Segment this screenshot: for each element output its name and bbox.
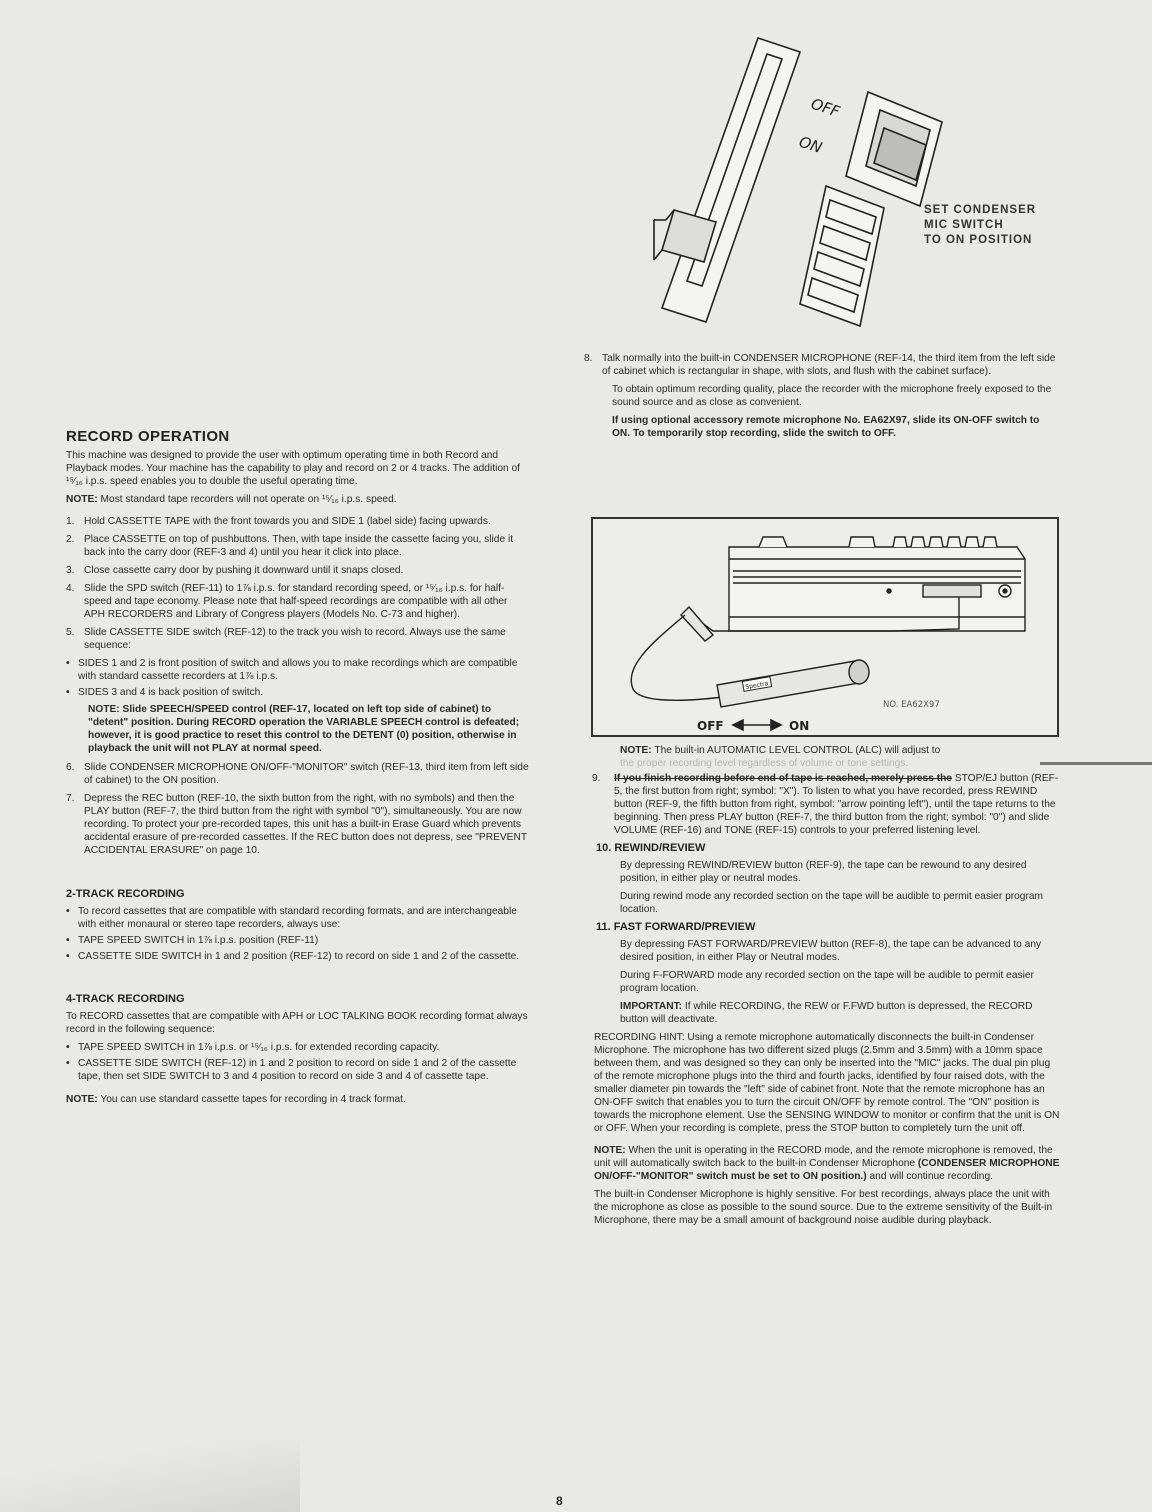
step-number: 5. bbox=[66, 627, 75, 638]
step-text: Slide CONDENSER MICROPHONE ON/OFF-"MONITOR" switch (REF-13, third item from left side of cabinet) to the ON position. bbox=[84, 762, 529, 786]
important-label: IMPORTANT: bbox=[620, 1001, 683, 1012]
four-track-intro: To RECORD cassettes that are compatible with APH or LOC TALKING BOOK recording format always record in the following sequence: bbox=[66, 1011, 528, 1035]
step-text: Place CASSETTE on top of pushbuttons. Then, with tape inside the cassette facing you, slide it back into the carry door (REF-3 and 4) until you hear it click into place. bbox=[84, 534, 514, 558]
step-number: 2. bbox=[66, 534, 75, 545]
double-arrow-icon bbox=[733, 720, 781, 730]
step-number: 4. bbox=[66, 583, 75, 594]
step-item bbox=[66, 533, 530, 559]
rewind-review-heading: 10. REWIND/REVIEW bbox=[596, 842, 706, 854]
alc-faint-text: the proper recording level regardless of volume or tone settings. bbox=[620, 758, 909, 769]
step-number: 7. bbox=[66, 793, 75, 804]
step-item bbox=[66, 761, 530, 787]
remote-removed-note bbox=[584, 1144, 1060, 1183]
right-column-continued bbox=[620, 744, 1060, 775]
important-text: If while RECORDING, the REW or F.FWD button is depressed, the RECORD button will deactivate. bbox=[620, 1001, 1033, 1025]
step-text-struck: If you finish recording before end of tape is reached, merely press the bbox=[614, 773, 952, 784]
four-track-bullets bbox=[66, 1041, 530, 1083]
step-item bbox=[66, 626, 530, 652]
sides-bullets bbox=[66, 657, 530, 699]
recording-hint bbox=[584, 1031, 1060, 1135]
remote-microphone bbox=[717, 660, 869, 707]
four-track-heading: 4-TRACK RECORDING bbox=[66, 993, 185, 1005]
step-number: 1. bbox=[66, 516, 75, 527]
hint-label: RECORDING HINT: bbox=[594, 1032, 685, 1043]
rewind-paragraph: By depressing REWIND/REVIEW button (REF-9), the tape can be rewound to any desired position, in either play or neutral modes. bbox=[620, 860, 1027, 884]
step-text: Depress the REC button (REF-10, the sixth button from the right, with no symbols) and then the PLAY button (REF-7, the third button from the right with symbol "0"), simultaneously. You are now recording. To protect your pre-recorded tapes, this unit has a built-in Erase Guard which prevents accidental erasure of pre-recorded cassettes. If the REC button does not depress, see "PREVENT ACCIDENTAL ERASURE" on page 10. bbox=[84, 793, 527, 856]
sensitivity-paragraph: The built-in Condenser Microphone is highly sensitive. For best recordings, always place the unit with the microphone as close as possible to the sound source. Due to the extreme sensitivity of the Built-in Microphone, there may be a small amount of background noise audible during playback. bbox=[594, 1189, 1053, 1226]
important-note bbox=[584, 1000, 1060, 1026]
recorder-body bbox=[729, 537, 1025, 631]
caption-line: MIC SWITCH bbox=[924, 219, 1004, 231]
fast-forward-heading: 11. FAST FORWARD/PREVIEW bbox=[596, 921, 756, 933]
two-track-bullets bbox=[66, 905, 530, 963]
mic-grille bbox=[800, 186, 884, 326]
bullet-item: • TAPE SPEED SWITCH in 1⅞ i.p.s. position (REF-11) bbox=[66, 934, 530, 947]
record-steps-continued bbox=[66, 761, 530, 857]
step-9 bbox=[584, 772, 1060, 837]
rewind-paragraph: During rewind mode any recorded section on the tape will be audible to permit easier program location. bbox=[620, 891, 1044, 915]
step-text: Slide CASSETTE SIDE switch (REF-12) to the track you wish to record. Always use the same sequence: bbox=[84, 627, 506, 651]
caption-line: TO ON POSITION bbox=[924, 234, 1033, 246]
bullet-item: • SIDES 1 and 2 is front position of switch and allows you to make recordings which are compatible with standard cassette recorders at 1⅞ i.p.s. bbox=[66, 657, 530, 683]
step-number: 6. bbox=[66, 762, 75, 773]
note-speech-speed bbox=[66, 703, 530, 755]
step-text: Close cassette carry door by pushing it downward until it snaps closed. bbox=[84, 565, 404, 576]
step-8 bbox=[584, 352, 1060, 378]
right-column-steps bbox=[584, 772, 1060, 1232]
switch-plate bbox=[846, 92, 942, 206]
note-text: Most standard tape recorders will not operate on ¹⁵⁄₁₆ i.p.s. speed. bbox=[100, 494, 397, 505]
slider-panel bbox=[654, 38, 800, 322]
step-8-quality: To obtain optimum recording quality, place the recorder with the microphone freely exposed to the sound source and as close as convenient. bbox=[612, 384, 1052, 408]
note-label: NOTE: bbox=[594, 1145, 626, 1156]
step-text: Hold CASSETTE TAPE with the front towards you and SIDE 1 (label side) facing upwards. bbox=[84, 516, 491, 527]
model-label: NO. EA62X97 bbox=[883, 700, 940, 710]
note-text: and will continue recording. bbox=[869, 1171, 993, 1182]
step-item bbox=[66, 792, 530, 857]
step-number: 3. bbox=[66, 565, 75, 576]
bullet-item: • TAPE SPEED SWITCH in 1⅞ i.p.s. or ¹⁵⁄₁₆ i.p.s. for extended recording capacity. bbox=[66, 1041, 530, 1054]
hint-text: Using a remote microphone automatically disconnects the built-in Condenser Microphone. The microphone has two different sized plugs (2.5mm and 3.5mm) with a 10mm space between them, and was designed so they can only be inserted into the "MIC" jacks. The dual pin plug of the remote microphone plugs into the third and fourth jacks, identified by four raised dots, with the smaller diameter pin towards the "left" side of cabinet front. Note that the remote microphone has an ON-OFF switch that enables you to turn the circuit ON/OFF by remote control. The "ON" position is towards the microphone element. Use the SENSING WINDOW to monitor or confirm that the unit is ON or OFF. When your recording is complete, press the STOP button to completely turn the unit off. bbox=[594, 1032, 1060, 1134]
step-item bbox=[584, 352, 1060, 378]
note-label: NOTE: bbox=[66, 494, 98, 505]
bullet-item: • CASSETTE SIDE SWITCH in 1 and 2 position (REF-12) to record on side 1 and 2 of the cassette. bbox=[66, 950, 530, 963]
bullet-item: • CASSETTE SIDE SWITCH (REF-12) in 1 and 2 position to record on side 1 and 2 of the cassette tape, then set SIDE SWITCH to 3 and 4 position to record on side 3 and 4 of cassette tape. bbox=[66, 1057, 530, 1083]
record-steps bbox=[66, 515, 530, 652]
step-text: STOP/EJ button (REF-5, the first button from right; symbol: "X"). To listen to what you have recorded, press REWIND button (REF-9, the fifth button from right, symbol: "arrow pointing left"), until the tape returns to the beginning. Then press PLAY button (REF-7, the third button from the right; symbol: "0") and slide VOLUME (REF-16) and TONE (REF-15) controls to your preferred listening level. bbox=[614, 773, 1059, 836]
note-text: When the unit is operating in the RECORD mode, and the remote microphone is removed, the unit will automatically switch back to the built-in Condenser Microphone bbox=[594, 1145, 1053, 1169]
step-number: 8. bbox=[584, 353, 593, 364]
step-text: Slide the SPD switch (REF-11) to 1⅞ i.p.s. for standard recording speed, or ¹⁵⁄₁₆ i.p.s. for half-speed and tape economy. Please note that half-speed recordings are compatible with all other APH RECORDERS and Library of Congress players (Models No. C-73 and higher). bbox=[84, 583, 508, 620]
step-item bbox=[584, 772, 1060, 837]
page-number: 8 bbox=[556, 1494, 563, 1508]
note-text: Slide SPEECH/SPEED control (REF-17, located on left top side of cabinet) to "detent" position. During RECORD operation the VARIABLE SPEECH control is defeated; however, it is good practice to reset this control to the DETENT (0) position, otherwise in playback the unit will not PLAY at normal speed. bbox=[88, 704, 520, 754]
note-label: NOTE: bbox=[620, 745, 652, 756]
note-text: You can use standard cassette tapes for recording in 4 track format. bbox=[100, 1094, 406, 1105]
mic-switch-illustration bbox=[640, 30, 1080, 330]
alc-note bbox=[620, 744, 1060, 770]
remote-mic-figure bbox=[591, 517, 1059, 737]
step-item bbox=[66, 564, 530, 577]
fast-forward-paragraph: During F-FORWARD mode any recorded section on the tape will be audible to permit easier program location. bbox=[620, 970, 1034, 994]
note-label: NOTE: bbox=[88, 704, 120, 715]
left-column bbox=[66, 430, 530, 1111]
note-label: NOTE: bbox=[66, 1094, 98, 1105]
step-item bbox=[66, 582, 530, 621]
caption-line: SET CONDENSER bbox=[924, 204, 1037, 216]
right-column bbox=[584, 352, 1060, 445]
step-item bbox=[66, 515, 530, 528]
two-track-heading: 2-TRACK RECORDING bbox=[66, 888, 185, 900]
mic-switch-caption bbox=[924, 203, 1036, 248]
note-speed bbox=[66, 493, 530, 506]
step-number: 9. bbox=[592, 773, 601, 784]
scan-shadow bbox=[0, 1440, 300, 1512]
recorder-mic-illustration bbox=[593, 519, 1057, 735]
record-operation-heading: RECORD OPERATION bbox=[66, 428, 230, 445]
arrow-on-label: ON bbox=[789, 719, 810, 733]
step-8-remote-mic: If using optional accessory remote microphone No. EA62X97, slide its ON-OFF switch to ON. To temporarily stop recording, slide the switch to OFF. bbox=[612, 415, 1040, 439]
step-text: Talk normally into the built-in CONDENSER MICROPHONE (REF-14, the third item from the left side of cabinet which is rectangular in shape, with slots, and flush with the cabinet surface). bbox=[602, 353, 1056, 377]
bullet-item: • SIDES 3 and 4 is back position of switch. bbox=[66, 686, 530, 699]
mic-badge: Spectra bbox=[744, 680, 769, 692]
on-label: ON bbox=[796, 132, 825, 157]
off-label: OFF bbox=[808, 94, 842, 121]
fast-forward-paragraph: By depressing FAST FORWARD/PREVIEW button (REF-8), the tape can be advanced to any desired position, in either Play or Neutral modes. bbox=[620, 939, 1042, 963]
note-text: The built-in AUTOMATIC LEVEL CONTROL (ALC) will adjust to bbox=[654, 745, 941, 756]
note-four-track bbox=[66, 1093, 530, 1106]
arrow-off-label: OFF bbox=[697, 719, 724, 733]
intro-paragraph: This machine was designed to provide the user with optimum operating time in both Record and Playback modes. Your machine has the capability to play and record on 2 or 4 tracks. The addition of ¹⁵⁄₁₆ i.p.s. speed enables you to double the useful operating time. bbox=[66, 450, 520, 487]
note-bold-text: (CONDENSER MICROPHONE ON/OFF-"MONITOR" switch must be set to ON position.) bbox=[594, 1158, 1060, 1182]
bullet-item: • To record cassettes that are compatible with standard recording formats, and are interchangeable with either monaural or stereo tape recorders, always use: bbox=[66, 905, 530, 931]
